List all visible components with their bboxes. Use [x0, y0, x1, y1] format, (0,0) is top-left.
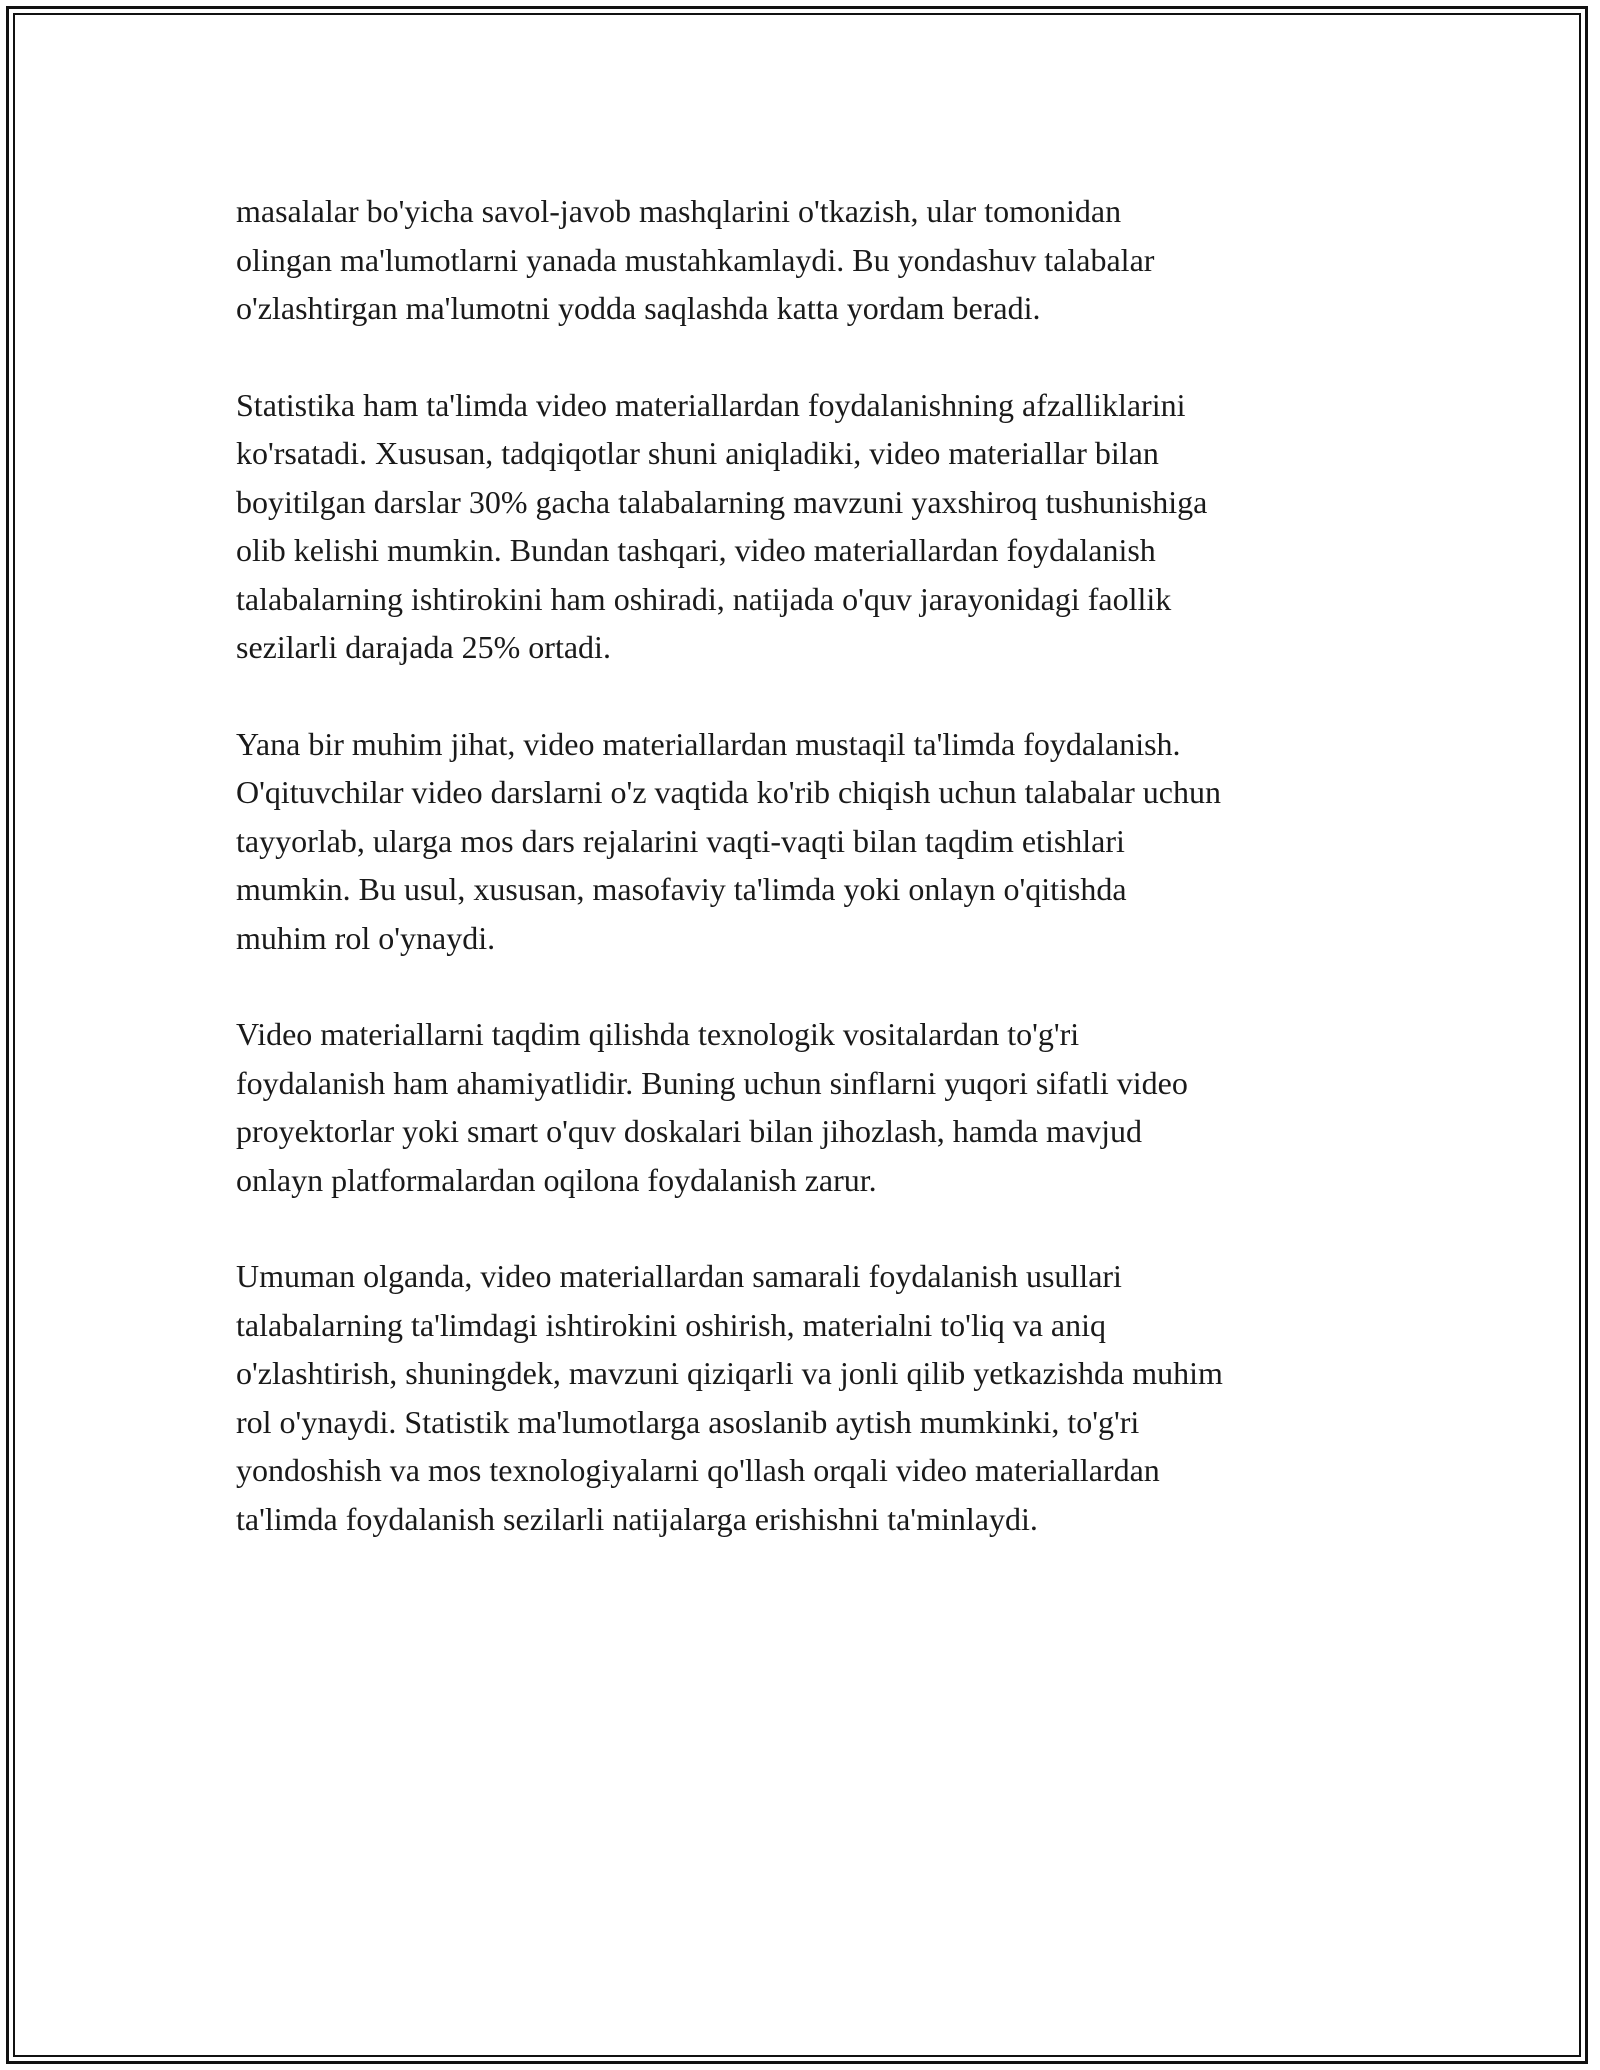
document-body [236, 187, 1386, 1591]
paragraph-1: masalalar bo'yicha savol-javob mashqlarini o'tkazish, ular tomonidan olingan ma'lumotlarni yanada mustahkamlaydi. Bu yondashuv talabalar o'zlashtirgan ma'lumotni yodda saqlashda katta yordam beradi. [236, 193, 1155, 326]
paragraph-2: Statistika ham ta'limda video materiallardan foydalanishning afzalliklarini ko'rsatadi. Xususan, tadqiqotlar shuni aniqladiki, video materiallar bilan boyitilgan darslar 30% gacha talabalarning mavzuni yaxshiroq tushunishiga olib kelishi mumkin. Bundan tashqari, video materiallardan foydalanish talabalarning ishtirokini ham oshiradi, natijada o'quv jarayonidagi faollik sezilarli darajada 25% ortadi. [236, 386, 1208, 665]
paragraph-3: Yana bir muhim jihat, video materiallardan mustaqil ta'limda foydalanish. O'qituvchilar video darslarni o'z vaqtida ko'rib chiqish uchun talabalar uchun tayyorlab, ularga mos dars rejalarini vaqti-vaqti bilan taqdim etishlari mumkin. Bu usul, xususan, masofaviy ta'limda yoki onlayn o'qitishda muhim rol o'ynaydi. [236, 725, 1221, 956]
paragraph-4: Video materiallarni taqdim qilishda texnologik vositalardan to'g'ri foydalanish ham ahamiyatlidir. Buning uchun sinflarni yuqori sifatli video proyektorlar yoki smart o'quv doskalari bilan jihozlash, hamda mavjud onlayn platformalardan oqilona foydalanish zarur. [236, 1016, 1188, 1198]
paragraph-5: Umuman olganda, video materiallardan samarali foydalanish usullari talabalarning ta'limdagi ishtirokini oshirish, materialni to'liq va aniq o'zlashtirish, shuningdek, mavzuni qiziqarli va jonli qilib yetkazishda muhim rol o'ynaydi. Statistik ma'lumotlarga asoslanib aytish mumkinki, to'g'ri yondoshish va mos texnologiyalarni qo'llash orqali video materiallardan ta'limda foydalanish sezilarli natijalarga erishishni ta'minlaydi. [236, 1258, 1223, 1537]
